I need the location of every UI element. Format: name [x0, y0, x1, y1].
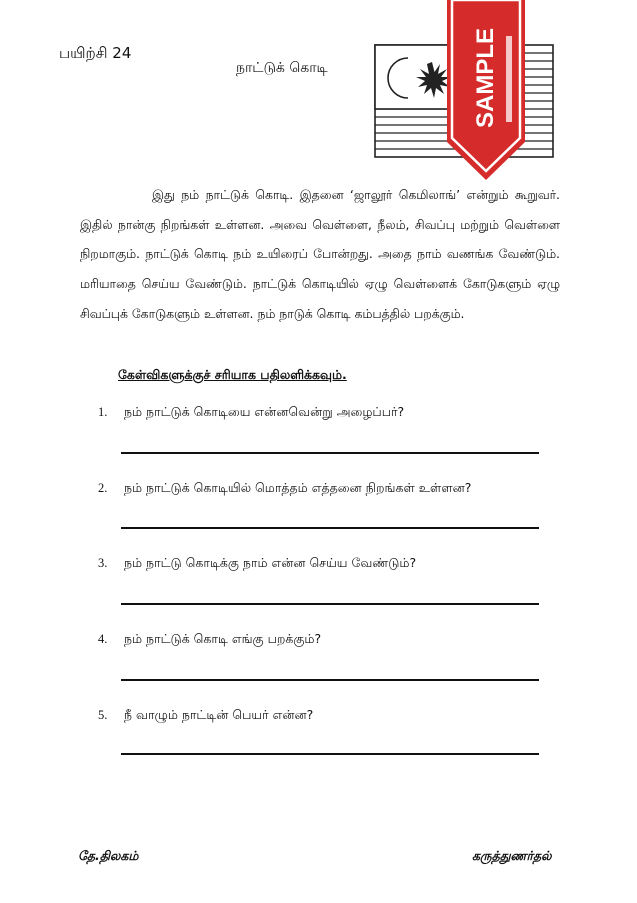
footer-topic: கருத்துணர்தல் [472, 848, 552, 863]
reading-passage [80, 180, 560, 329]
question-number: 3. [98, 556, 108, 570]
answer-line[interactable] [121, 753, 539, 755]
question-text: நம் நாட்டுக் கொடி எங்கு பறக்கும்? [124, 631, 322, 646]
question-number: 4. [98, 632, 108, 646]
question-text: நம் நாட்டு கொடிக்கு நாம் என்ன செய்ய வேண்டும்? [124, 555, 417, 570]
answer-line[interactable] [121, 603, 539, 605]
exercise-label: பயிற்சி 24 [59, 44, 132, 62]
answer-line[interactable] [121, 679, 539, 681]
passage-text: இது நம் நாட்டுக் கொடி. இதனை ‘ஜாலூர் கெமிலாங்’ என்றும் கூறுவர். இதில் நான்கு நிறங்கள் உள்ளன. அவை வெள்ளை, நீலம், சிவப்பு மற்றும் வெள்ளை நிறமாகும். நாட்டுக் கொடி நம் உயிரைப் போன்றது. அதை நாம் வணங்க வேண்டும். மரியாதை செய்ய வேண்டும். நாட்டுக் கொடியில் ஏழு வெள்ளைக் கோடுகளும் ஏழு சிவப்புக் கோடுகளும் உள்ளன. நம் நாடுக் கொடி கம்பத்தில் பறக்கும். [80, 187, 560, 321]
footer-author: தே.திலகம் [78, 848, 139, 863]
question-number: 2. [98, 481, 108, 495]
watermark-text: SAMPLE [472, 27, 499, 128]
answer-line[interactable] [121, 527, 539, 529]
question-text: நம் நாட்டுக் கொடியில் மொத்தம் எத்தனை நிறங்கள் உள்ளன? [124, 480, 472, 495]
sample-watermark-ribbon [445, 0, 527, 182]
question-text: நீ வாழும் நாட்டின் பெயர் என்ன? [124, 707, 314, 722]
instruction: கேள்விகளுக்குச் சரியாக பதிலளிக்கவும். [118, 367, 347, 382]
question-number: 5. [98, 708, 108, 722]
page-title: நாட்டுக் கொடி [236, 60, 328, 76]
question-number: 1. [98, 405, 108, 419]
answer-line[interactable] [121, 452, 539, 454]
question-text: நம் நாட்டுக் கொடியை என்னவென்று அழைப்பர்? [124, 404, 405, 419]
